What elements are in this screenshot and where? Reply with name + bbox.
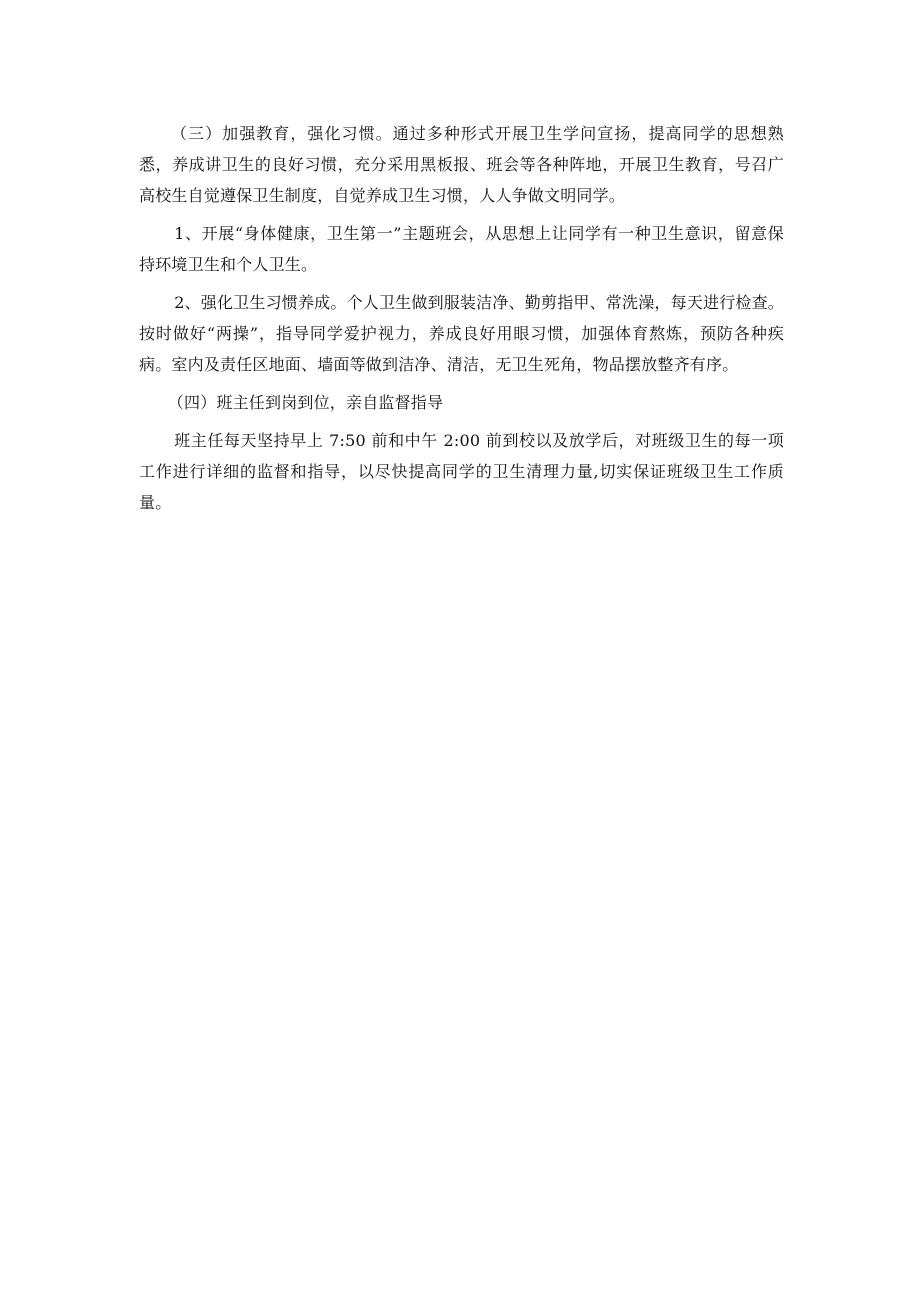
paragraph-hygiene-habits: 2、强化卫生习惯养成。个人卫生做到服装洁净、勤剪指甲、常洗澡，每天进行检查。按时做好“两操”，指导同学爱护视力，养成良好用眼习惯，加强体育熬炼，预防各种疾病。室内及责任区地面、墙面等做到洁净、清洁，无卫生死角，物品摆放整齐有序。 (139, 293, 784, 374)
document-body (139, 118, 784, 525)
section-heading-supervision: （四）班主任到岗到位，亲自监督指导 (167, 393, 444, 412)
paragraph-strengthen-education: （三）加强教育，强化习惯。通过多种形式开展卫生学问宣扬，提高同学的思想熟悉，养成讲卫生的良好习惯，充分采用黑板报、班会等各种阵地，开展卫生教育，号召广高校生自觉遵保卫生制度，自觉养成卫生习惯，人人争做文明同学。 (139, 124, 784, 205)
paragraph-theme-class-meeting: 1、开展“身体健康，卫生第一”主题班会，从思想上让同学有一种卫生意识，留意保持环境卫生和个人卫生。 (139, 224, 784, 274)
paragraph-head-teacher-duty: 班主任每天坚持早上 7:50 前和中午 2:00 前到校以及放学后，对班级卫生的每一项工作进行详细的监督和指导，以尽快提高同学的卫生清理力量,切实保证班级卫生工作质量。 (139, 431, 784, 512)
